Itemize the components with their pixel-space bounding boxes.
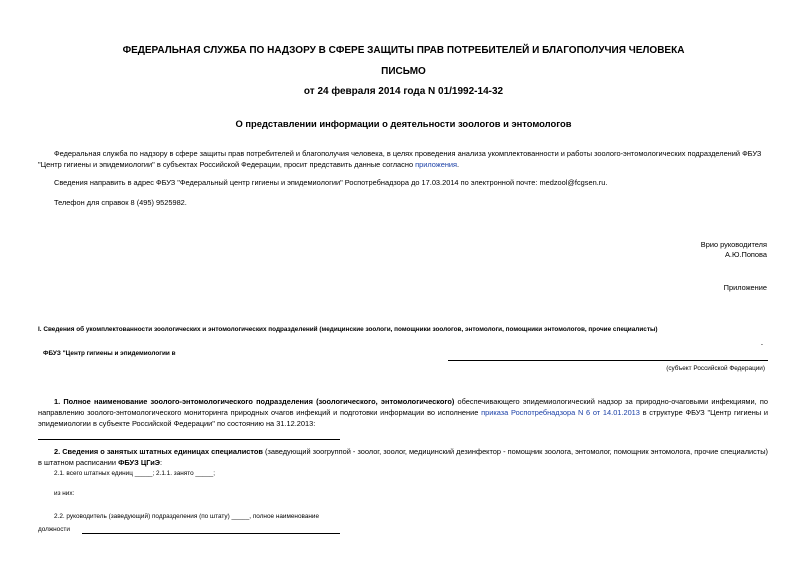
document-date-number: от 24 февраля 2014 года N 01/1992-14-32: [303, 86, 504, 97]
paragraph-request-text: Федеральная служба по надзору в сфере защиты прав потребителей и благополучия человека, в целях проведения анализа укомплектованности и работы зоолого-энтомологических подразделений ФБУЗ "Центр гигиены и эпидемиологии" в субъектах Российской Федерации, просит представить данные согласно: [38, 149, 762, 169]
position-label: должности: [38, 526, 70, 533]
section1-title: I. Сведения об укомплектованности зоологических и энтомологических подразделений (медицинские зоологи, помощники зоологов, энтомологи, помощники энтомологов, прочие специалисты): [38, 326, 658, 333]
appendix-link[interactable]: приложения: [415, 160, 458, 169]
paragraph-request-end: .: [457, 160, 460, 169]
item-1-end: в структуре ФБУЗ "Центр гигиены и эпидемиологии в субъекте Российской Федерации" по состоянию на 31.12.2013:: [38, 408, 768, 428]
item-2-title: 2. Сведения о занятых штатных единицах специалистов: [54, 447, 263, 456]
item-2-2: 2.2. руководитель (заведующий) подразделения (по штату) _____, полное наименование: [54, 513, 320, 520]
of-them-label: из них:: [54, 490, 75, 497]
item-1-title: 1. Полное наименование зоолого-энтомологического подразделения (зоологического, энтомологического): [54, 397, 455, 406]
paragraph-send-info: Сведения направить в адрес ФБУЗ "Федеральный центр гигиены и эпидемиологии" Роспотребнадзора до 17.03.2014 по электронной почте: medzool@fcgsen.ru.: [54, 178, 608, 187]
signature-position: Врио руководителя: [700, 240, 767, 249]
item-2-text: (заведующий зоогруппой - зоолог, зоолог, медицинский дезинфектор - помощник зоолога, энтомолог, помощник энтомолога, прочие специалисты) в штатном расписании: [38, 447, 768, 467]
item-1-text: обеспечивающего эпидемиологический надзор за природно-очаговыми инфекциями, по направлению зоолого-энтомологического мониторинга природных очагов инфекций и подготовки информации во исполнение: [38, 397, 768, 417]
appendix-label: Приложение: [723, 283, 767, 292]
paragraph-request: [38, 148, 768, 170]
subject-field-line: [448, 360, 768, 361]
agency-title: ФЕДЕРАЛЬНАЯ СЛУЖБА ПО НАДЗОРУ В СФЕРЕ ЗАЩИТЫ ПРАВ ПОТРЕБИТЕЛЕЙ И БЛАГОПОЛУЧИЯ ЧЕЛОВЕКА: [122, 45, 685, 56]
item-2-org: ФБУЗ ЦГиЭ: [118, 458, 161, 467]
item-1: [38, 396, 768, 429]
signature-name: А.Ю.Попова: [725, 250, 767, 259]
subject-caption: (субъект Российской Федерации): [666, 365, 765, 372]
item-2-1: 2.1. всего штатных единиц _____; 2.1.1. занято _____;: [54, 470, 215, 477]
item-2: [38, 446, 768, 468]
item-1-answer-line: [38, 439, 340, 440]
paragraph-phone: Телефон для справок 8 (495) 9525982.: [54, 198, 187, 207]
dash-mark: -: [760, 341, 763, 348]
item-2-end: :: [160, 458, 163, 467]
document-subject: О представлении информации о деятельности зоологов и энтомологов: [235, 118, 572, 129]
center-label: ФБУЗ "Центр гигиены и эпидемиологии в: [43, 350, 176, 357]
position-answer-line: [82, 533, 340, 534]
order-link[interactable]: приказа Роспотребнадзора N 6 от 14.01.2013: [481, 408, 640, 417]
document-type: ПИСЬМО: [381, 66, 426, 77]
